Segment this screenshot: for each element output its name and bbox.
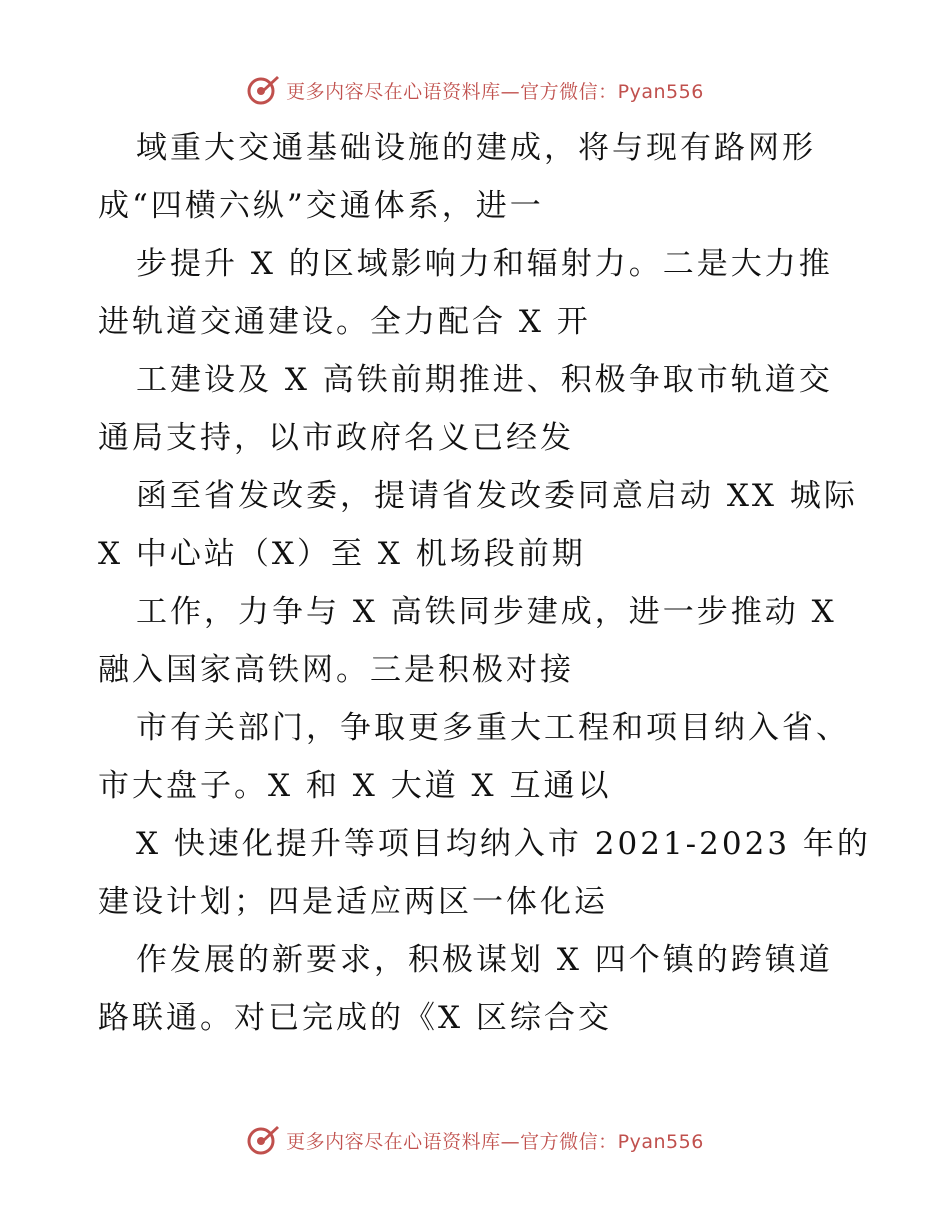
- text-line: 域重大交通基础设施的建成，将与现有路网形: [136, 130, 816, 166]
- text-line: 建设计划；四是适应两区一体化运: [98, 884, 608, 920]
- footer-watermark-text: 更多内容尽在心语资料库—官方微信：Pyan556: [286, 1130, 704, 1153]
- text-line: X 中心站（X）至 X 机场段前期: [98, 536, 586, 572]
- text-line: 融入国家高铁网。三是积极对接: [98, 652, 574, 688]
- pen-logo-icon: [246, 73, 280, 107]
- text-line: 成“四横六纵”交通体系，进一: [98, 188, 544, 224]
- text-line: X 快速化提升等项目均纳入市 2021-2023 年的: [136, 826, 871, 862]
- pen-logo-icon: [246, 1123, 280, 1157]
- text-line: 步提升 X 的区域影响力和辐射力。二是大力推: [136, 246, 833, 282]
- footer-watermark: [0, 1120, 950, 1160]
- text-line: 作发展的新要求，积极谋划 X 四个镇的跨镇道: [136, 942, 833, 978]
- document-body: [98, 119, 871, 1047]
- text-line: 通局支持，以市政府名义已经发: [98, 420, 574, 456]
- text-line: 工作，力争与 X 高铁同步建成，进一步推动 X: [136, 594, 837, 630]
- header-watermark: [0, 70, 950, 110]
- text-line: 市有关部门，争取更多重大工程和项目纳入省、: [136, 710, 850, 746]
- text-line: 工建设及 X 高铁前期推进、积极争取市轨道交: [136, 362, 833, 398]
- text-line: 路联通。对已完成的《X 区综合交: [98, 1000, 612, 1036]
- header-watermark-text: 更多内容尽在心语资料库—官方微信：Pyan556: [286, 80, 704, 103]
- text-line: 进轨道交通建设。全力配合 X 开: [98, 304, 591, 340]
- text-line: 市大盘子。X 和 X 大道 X 互通以: [98, 768, 612, 804]
- text-line: 函至省发改委，提请省发改委同意启动 XX 城际: [136, 478, 858, 514]
